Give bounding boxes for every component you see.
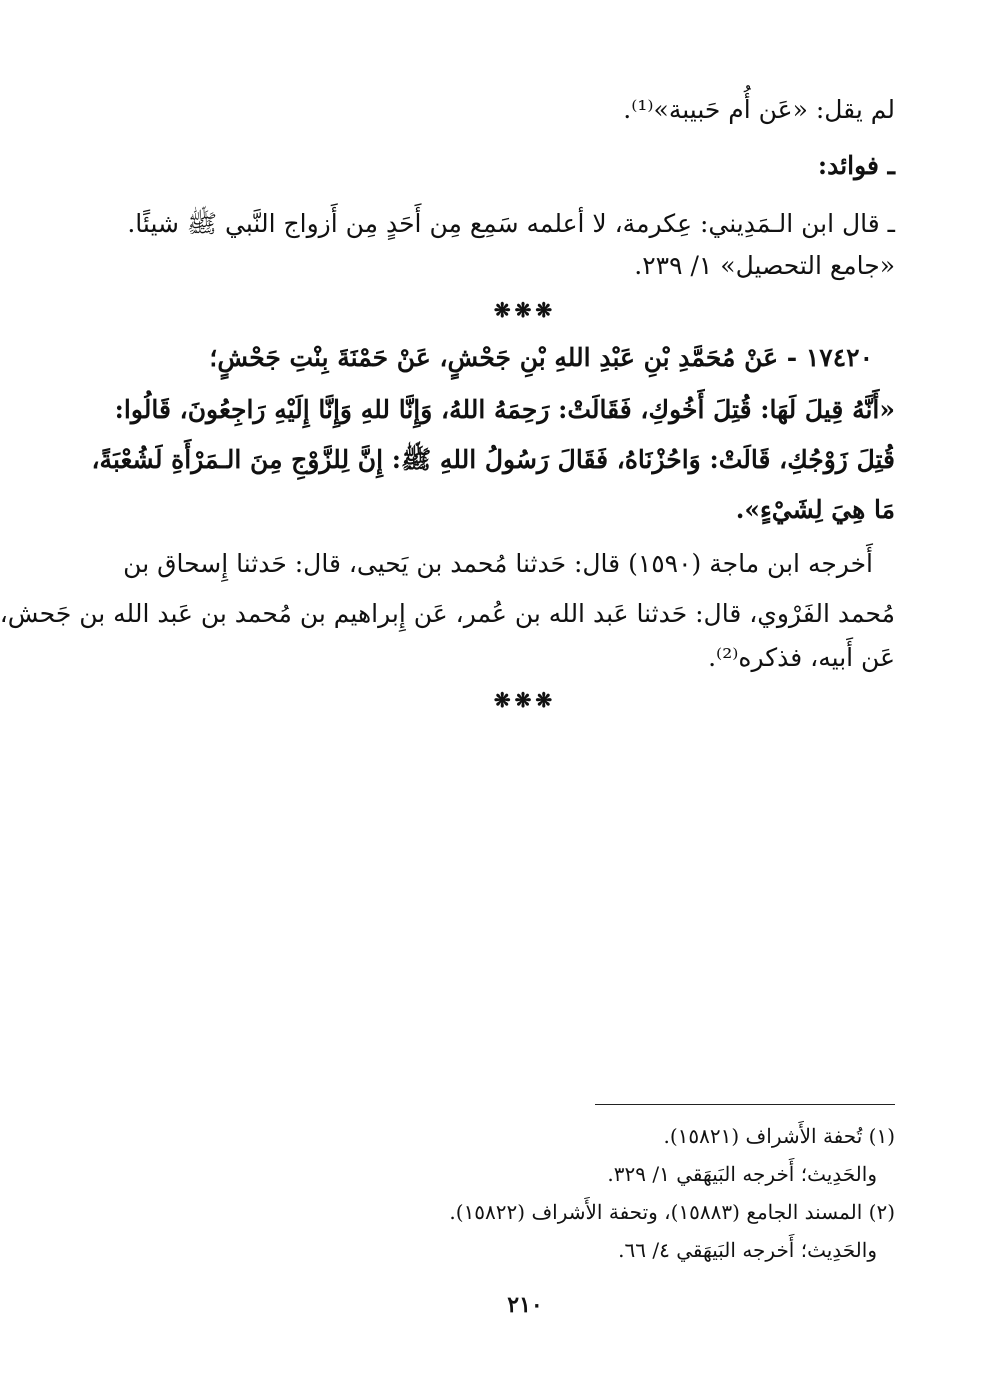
benefit-text-line-1: ـ قال ابن الـمَدِيني: عِكرمة، لا أعلمه سَمِع مِن أَحَدٍ مِن أَزواج النَّبي ﷺ شيئًا. (127, 209, 895, 238)
section-separator: ❋❋❋ (493, 298, 557, 322)
hadith-text-line-2: «أَنَّهُ قِيلَ لَهَا: قُتِلَ أَخُوكِ، فَقَالَتْ: رَحِمَهُ اللهُ، وَإِنَّا للهِ وَإِنَّا إِلَيْهِ رَاجِعُونَ، قَالُوا: (114, 395, 895, 424)
section-separator: ❋❋❋ (493, 688, 557, 712)
footnote-1-line-1: (١) تُحفة الأَشراف (١٥٨٢١). (663, 1124, 895, 1148)
footnote-2-line-1: (٢) المسند الجامع (١٥٨٨٣)، وتحفة الأَشراف (١٥٨٢٢). (449, 1200, 895, 1224)
footnote-1-line-2: والحَدِيث؛ أَخرجه البَيهَقي ١/ ٣٢٩. (607, 1162, 877, 1186)
takhrij-line-3: عَن أَبيه، فذكره⁽²⁾. (708, 643, 895, 672)
page-number: ٢١٠ (507, 1292, 543, 1318)
takhrij-line-2: مُحمد الفَرْوي، قال: حَدثنا عَبد الله بن عُمر، عَن إِبراهيم بن مُحمد بن عَبد الله بن جَحش، (0, 599, 895, 628)
footnote-divider (595, 1104, 895, 1105)
book-page (0, 90, 895, 1340)
hadith-text-line-3: قُتِلَ زَوْجُكِ، قَالَتْ: وَاحُزْنَاهُ، فَقَالَ رَسُولُ اللهِ ﷺ: إِنَّ لِلزَّوْجِ مِنَ الـمَرْأَةِ لَشُعْبَةً، (91, 445, 895, 474)
benefit-source: «جامع التحصيل» ١/ ٢٣٩. (634, 251, 895, 280)
takhrij-line-1: أَخرجه ابن ماجة (١٥٩٠) قال: حَدثنا مُحمد بن يَحيى، قال: حَدثنا إِسحاق بن (123, 549, 873, 578)
hadith-text-line-4: مَا هِيَ لِشَيْءٍ». (735, 495, 895, 524)
benefits-heading: ـ فوائد: (817, 151, 895, 180)
footnote-2-line-2: والحَدِيث؛ أَخرجه البَيهَقي ٤/ ٦٦. (618, 1238, 877, 1262)
opening-line: لم يقل: «عَن أُم حَبيبة»⁽¹⁾. (623, 95, 895, 124)
hadith-text-line-1: ١٧٤٢٠ - عَنْ مُحَمَّدِ بْنِ عَبْدِ اللهِ بْنِ جَحْشٍ، عَنْ حَمْنَةَ بِنْتِ جَحْشٍ؛ (209, 343, 873, 372)
